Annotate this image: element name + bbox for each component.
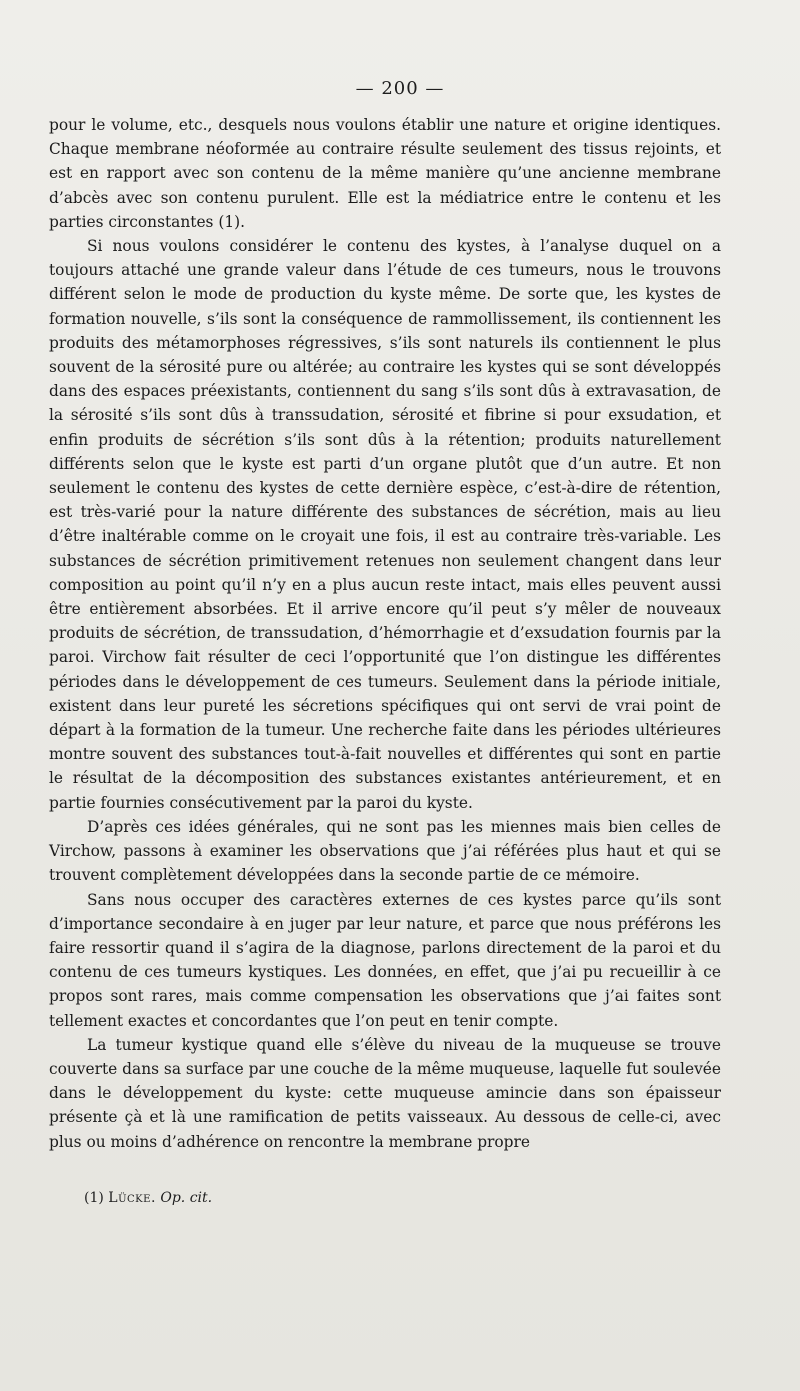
footnote — [84, 1190, 212, 1206]
paragraph-cystic-tumor: La tumeur kystique quand elle s’élève du niveau de la muqueuse se trouve couverte dans sa surface par une couche de la même muqueuse, laquelle fut soulevée dans le développement du kyste: cette muqueuse amincie dans son épaisseur présente çà et là une ramification de petits vaisseaux. Au dessous de celle-ci, avec plus ou moins d’adhérence on rencontre la membrane propre — [49, 1035, 721, 1151]
page-number: — 200 — — [355, 78, 445, 99]
footnote-reference: Op. cit. — [160, 1190, 213, 1206]
footnote-marker: (1) — [84, 1190, 104, 1206]
body-text — [49, 113, 721, 1154]
paragraph-wall-and-content: Sans nous occuper des caractères externes de ces kystes parce qu’ils sont d’importance secondaire à en juger par leur nature, et parce que nous préférons les faire ressortir quand il s’agira de la diagnose, parlons directement de la paroi et du contenu de ces tumeurs kystiques. Les données, en effet, que j’ai pu recueillir à ce propos sont rares, mais comme compensation les observations que j’ai faites sont tellement exactes et concordantes que l’on peut en tenir compte. — [49, 890, 721, 1030]
footnote-author: Lücke. — [108, 1190, 156, 1206]
paragraph-continuation: pour le volume, etc., desquels nous voulons établir une nature et origine identiques. Chaque membrane néoformée au contraire résulte seulement des tissus rejoints, et est en rapport avec son contenu de la même manière qu’une ancienne membrane d’abcès avec son contenu purulent. Elle est la médiatrice entre le contenu et les parties circonstantes (1). — [49, 116, 721, 231]
paragraph-virchow-ideas: D’après ces idées générales, qui ne sont pas les miennes mais bien celles de Virchow, passons à examiner les observations que j’ai référées plus haut et qui se trouvent complètement développées dans la seconde partie de ce mémoire. — [49, 817, 721, 885]
paragraph-cyst-contents: Si nous voulons considérer le contenu des kystes, à l’analyse duquel on a toujours attaché une grande valeur dans l’étude de ces tumeurs, nous le trouvons différent selon le mode de production du kyste même. De sorte que, les kystes de formation nouvelle, s’ils sont la conséquence de rammollissement, ils contiennent les produits des métamorphoses régressives, s’ils sont naturels ils contiennent le plus souvent de la sérosité pure ou altérée; au contraire les kystes qui se sont développés dans des espaces préexistants, contiennent du sang s’ils sont dûs à extravasation, de la sérosité s’ils sont dûs à transsudation, sérosité et fibrine si pour exsudation, et enfin produits de sécrétion s’ils sont dûs à la rétention; produits naturellement différents selon que le kyste est parti d’un organe plutôt que d’un autre. Et non seulement le contenu des kystes de cette dernière espèce, c’est-à-dire de rétention, est très-varié pour la nature différente des substances de sécrétion, mais au lieu d’être inaltérable comme on le croyait une fois, il est au contraire très-variable. Les substances de sécrétion primitivement retenues non seulement changent dans leur composition au point qu’il n’y en a plus aucun reste intact, mais elles peuvent aussi être entièrement absorbées. Et il arrive encore qu’il peut s’y mêler de nouveaux produits de sécrétion, de transsudation, d’hémorrhagie et d’exsudation fournis par la paroi. Virchow fait résulter de ceci l’opportunité que l’on distingue les différentes périodes dans le développement de ces tumeurs. Seulement dans la période initiale, existent dans leur pureté les sécretions spécifiques qui ont servi de vrai point de départ à la formation de la tumeur. Une recherche faite dans les périodes ultérieures montre souvent des substances tout-à-fait nouvelles et différentes qui sont en partie le résultat de la décomposition des substances existantes antérieurement, et en partie fournies consécutivement par la paroi du kyste. — [49, 237, 721, 812]
